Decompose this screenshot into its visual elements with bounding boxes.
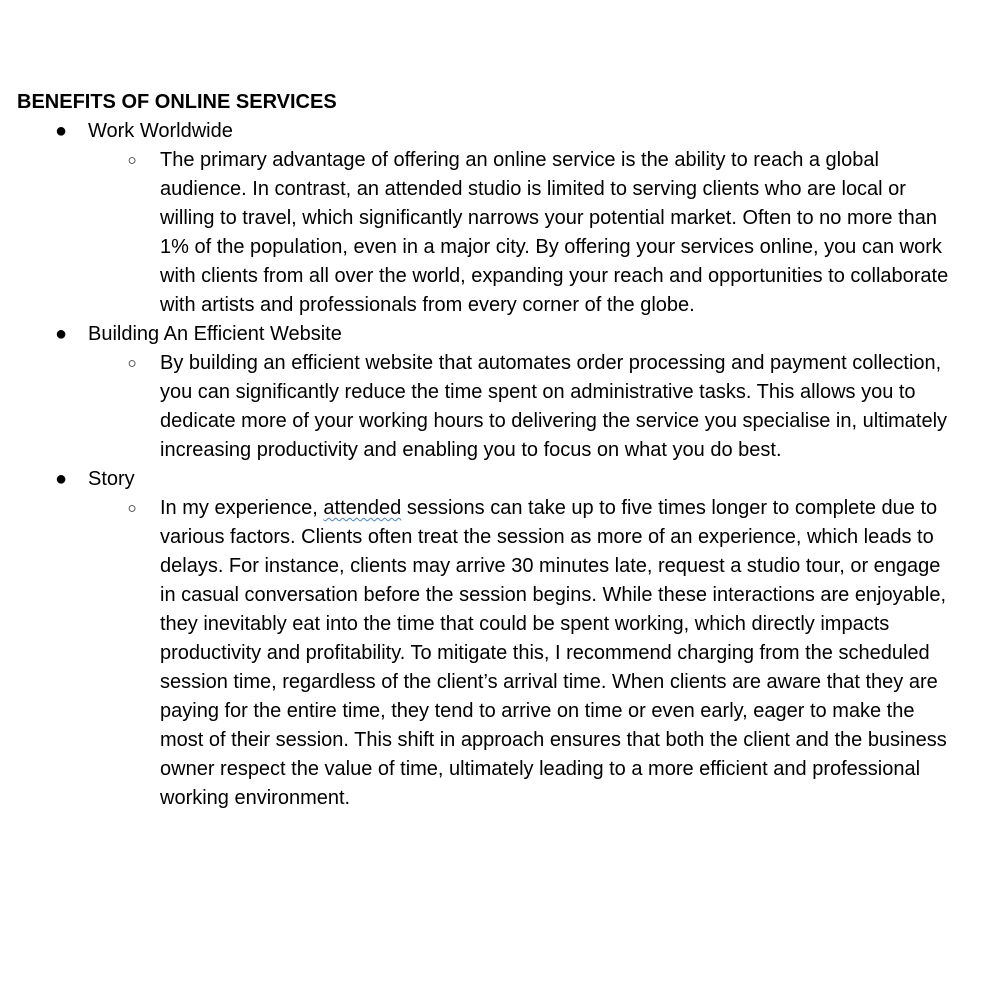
bullet-disc-icon: ● [54, 323, 68, 345]
list-item-work-worldwide [17, 117, 967, 320]
list-item-heading[interactable] [17, 465, 967, 494]
sub-list [17, 146, 967, 320]
sub-list [17, 349, 967, 465]
list-item-story [17, 465, 967, 813]
list-item-heading[interactable] [17, 117, 967, 146]
sub-list-item [17, 349, 967, 465]
heading-text: Building An Efficient Website [88, 323, 342, 345]
paragraph-text[interactable] [17, 349, 950, 465]
bullet-circle-icon: ○ [127, 152, 137, 169]
sub-list [17, 494, 967, 813]
list-item-heading[interactable] [17, 320, 967, 349]
bullet-disc-icon: ● [54, 120, 68, 142]
paragraph-text[interactable] [17, 146, 950, 320]
document-body [17, 88, 967, 813]
heading-text: Story [88, 468, 135, 490]
bullet-disc-icon: ● [54, 468, 68, 490]
paragraph-body: By building an efficient website that automates order processing and payment collection, you can significantly reduce the time spent on administrative tasks. This allows you to dedicate more of your working hours to delivering the service you specialise in, ultimately increasing productivity and enabling you to focus on what you do best. [160, 352, 948, 461]
spellcheck-flagged-word[interactable]: attended [323, 497, 402, 519]
paragraph-body: The primary advantage of offering an online service is the ability to reach a global audience. In contrast, an attended studio is limited to serving clients who are local or willing to travel, which significantly narrows your potential market. Often to no more than 1% of the population, even in a major city. By offering your services online, you can work with clients from all over the world, expanding your reach and opportunities to collaborate with artists and professionals from every corner of the globe. [160, 149, 949, 316]
list-item-efficient-website [17, 320, 967, 465]
bullet-circle-icon: ○ [127, 355, 137, 372]
sub-list-item [17, 494, 967, 813]
document-title: BENEFITS OF ONLINE SERVICES [17, 91, 337, 113]
paragraph-body-start: In my experience, [160, 497, 324, 519]
paragraph-text[interactable] [17, 494, 950, 813]
bullet-circle-icon: ○ [127, 500, 137, 517]
paragraph-body-rest: sessions can take up to five times longer to complete due to various factors. Clients often treat the session as more of an experience, which leads to delays. For instance, clients may arrive 30 minutes late, request a studio tour, or engage in casual conversation before the session begins. While these interactions are enjoyable, they inevitably eat into the time that could be spent working, which directly impacts productivity and profitability. To mitigate this, I recommend charging from the scheduled session time, regardless of the client’s arrival time. When clients are aware that they are paying for the entire time, they tend to arrive on time or even early, eager to make the most of their session. This shift in approach ensures that both the client and the business owner respect the value of time, ultimately leading to a more efficient and professional working environment. [160, 497, 947, 809]
sub-list-item [17, 146, 967, 320]
heading-text: Work Worldwide [88, 120, 233, 142]
bullet-list [17, 117, 967, 813]
